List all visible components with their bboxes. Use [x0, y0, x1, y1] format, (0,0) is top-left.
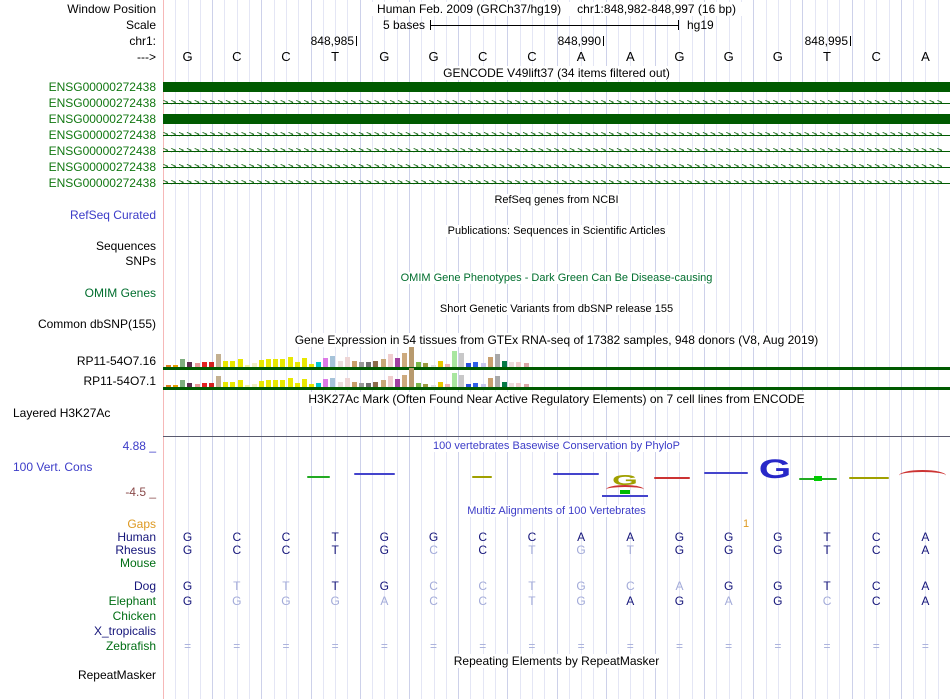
alignment-base: = — [675, 639, 683, 653]
sequence-base: T — [823, 49, 831, 64]
sequence-base: C — [281, 49, 291, 64]
conservation-green-dot — [620, 490, 630, 494]
gtex-tissue-bar — [316, 383, 321, 387]
conservation-title — [163, 439, 950, 453]
gencode-gene-label[interactable]: ENSG00000272438 — [48, 96, 156, 110]
alignment-base: G — [576, 543, 586, 557]
window-position-label: Window Position — [67, 2, 156, 16]
coordinate-tick — [850, 36, 851, 46]
alignment-base: C — [871, 594, 881, 608]
alignment-base: = — [380, 639, 388, 653]
gtex-tissue-bar — [180, 380, 185, 387]
sequence-base: A — [625, 49, 635, 64]
gtex-tissue-bar — [195, 384, 200, 387]
alignment-base: C — [281, 530, 291, 544]
conservation-min-label: -4.5 _ — [125, 485, 156, 499]
alignment-base: G — [674, 543, 685, 557]
conservation-letter-olive: G — [612, 472, 638, 489]
alignment-base: = — [872, 639, 880, 653]
gencode-gene-row[interactable] — [163, 161, 950, 173]
species-label-chicken[interactable]: Chicken — [112, 609, 156, 623]
alignment-base: C — [625, 579, 635, 593]
publications-title — [163, 224, 950, 238]
conservation-dash — [472, 476, 492, 478]
conservation-title-text: 100 vertebrates Basewise Conservation by PhyloP — [430, 440, 683, 452]
sequence-base: A — [576, 49, 586, 64]
gtex-tissue-bar — [273, 380, 278, 387]
alignment-base: G — [281, 594, 291, 608]
multiz-title-text: Multiz Alignments of 100 Vertebrates — [464, 505, 649, 517]
alignment-base: G — [379, 543, 390, 557]
alignment-base: G — [182, 579, 193, 593]
dbsnp-title — [163, 302, 950, 316]
conservation-letter-g: G — [758, 454, 792, 484]
alignment-row-elephant[interactable] — [163, 594, 950, 608]
gtex-tissue-bar — [373, 382, 378, 387]
alignment-base: A — [921, 579, 930, 593]
alignment-base: C — [478, 543, 488, 557]
alignment-base: = — [430, 639, 438, 653]
gtex-tissue-bar — [216, 376, 221, 387]
gene-direction-arrows: >>>>>>>>>>>>>>>>>>>>>>>>>>>>>>>>>>>>>>>>>>>>>>>>>>>>>>>>>>>>>>>>>>>>>>>>>>>>>>>>>>>>>>>>>>>>>>>>>>>> — [163, 162, 945, 172]
gtex-tissue-bar — [330, 378, 335, 387]
gencode-gene-label[interactable]: ENSG00000272438 — [48, 144, 156, 158]
alignment-base: C — [478, 530, 488, 544]
alignment-base: A — [921, 543, 930, 557]
alignment-base: C — [429, 579, 438, 593]
gtex-tissue-bar — [352, 382, 357, 387]
h3k27ac-track-label[interactable]: Layered H3K27Ac — [13, 406, 111, 420]
alignment-base: = — [479, 639, 487, 653]
alignment-base: C — [429, 543, 438, 557]
alignment-base: C — [232, 530, 242, 544]
species-label-human[interactable]: Human — [117, 530, 156, 544]
gtex-tissue-bar — [288, 378, 293, 387]
gene-exon-bar — [163, 82, 950, 92]
alignment-base: G — [773, 594, 783, 608]
assembly-name: Human Feb. 2009 (GRCh37/hg19) — [374, 2, 564, 16]
species-label-mouse[interactable]: Mouse — [119, 556, 156, 570]
scale-ruler-tick-left — [430, 20, 431, 30]
gaps-row-label[interactable]: Gaps — [127, 517, 156, 531]
sequence-base: G — [772, 49, 783, 64]
alignment-base: T — [528, 543, 536, 557]
alignment-base: G — [330, 594, 340, 608]
alignment-base: G — [182, 530, 193, 544]
gencode-title-text: GENCODE V49lift37 (34 items filtered out) — [440, 66, 673, 80]
gtex-tissue-bar — [516, 383, 521, 387]
gtex-tissue-bar — [302, 379, 307, 387]
conservation-blue-underline — [602, 495, 648, 497]
gene-direction-arrows: >>>>>>>>>>>>>>>>>>>>>>>>>>>>>>>>>>>>>>>>>>>>>>>>>>>>>>>>>>>>>>>>>>>>>>>>>>>>>>>>>>>>>>>>>>>>>>>>>>>> — [163, 146, 945, 156]
alignment-base: A — [380, 594, 389, 608]
sequence-base: C — [232, 49, 242, 64]
alignment-base: A — [577, 530, 586, 544]
omim-title-text: OMIM Gene Phenotypes - Dark Green Can Be Disease-causing — [398, 272, 716, 284]
alignment-base: G — [723, 543, 734, 557]
gencode-gene-label[interactable]: ENSG00000272438 — [48, 112, 156, 126]
alignment-base: = — [774, 639, 782, 653]
species-label-rhesus[interactable]: Rhesus — [115, 543, 156, 557]
alignment-base: C — [871, 579, 881, 593]
snps-track-label[interactable]: SNPs — [125, 254, 156, 268]
coordinate-label: 848,990 — [557, 34, 601, 48]
omim-track-label[interactable]: OMIM Genes — [84, 286, 156, 300]
alignment-base: A — [675, 579, 684, 593]
species-label-x_tropicalis[interactable]: X_tropicalis — [93, 624, 156, 638]
gencode-gene-row[interactable] — [163, 81, 950, 93]
alignment-base: = — [282, 639, 290, 653]
omim-title — [163, 271, 950, 285]
refseq-title — [163, 193, 950, 207]
gtex-tissue-bar — [366, 383, 371, 387]
sequence-base: A — [921, 49, 930, 64]
gtex-tissue-bar — [230, 382, 235, 387]
alignment-row-chicken[interactable] — [163, 609, 950, 623]
gtex-title-text: Gene Expression in 54 tissues from GTEx RNA-seq of 17382 samples, 948 donors (V8, Aug 2019) — [292, 333, 822, 347]
gencode-gene-row[interactable] — [163, 97, 950, 109]
assembly-position-line — [163, 2, 950, 16]
gtex-tissue-bar — [524, 384, 529, 387]
gene-direction-arrows: >>>>>>>>>>>>>>>>>>>>>>>>>>>>>>>>>>>>>>>>>>>>>>>>>>>>>>>>>>>>>>>>>>>>>>>>>>>>>>>>>>>>>>>>>>>>>>>>>>>> — [163, 178, 945, 188]
coordinate-tick — [356, 36, 357, 46]
gtex-tissue-bar — [202, 383, 207, 387]
coordinate-label: 848,995 — [804, 34, 848, 48]
repeatmasker-title-text: Repeating Elements by RepeatMasker — [451, 654, 662, 668]
gtex-tissue-bar — [509, 383, 514, 387]
gtex-tissue-bar — [166, 385, 171, 387]
gtex-tissue-bar — [338, 382, 343, 387]
gtex-tissue-bar — [473, 383, 478, 387]
gtex-tissue-bar — [259, 381, 264, 387]
alignment-base: = — [233, 639, 241, 653]
alignment-base: A — [626, 530, 635, 544]
alignment-base: C — [527, 530, 537, 544]
sequences-track-label[interactable]: Sequences — [95, 239, 156, 253]
chrom-label: chr1: — [129, 34, 156, 48]
coordinate-label: 848,985 — [310, 34, 354, 48]
gtex-tissue-bar — [345, 378, 350, 387]
alignment-row-zebrafish[interactable] — [163, 639, 950, 653]
h3k27ac-title-text: H3K27Ac Mark (Often Found Near Active Regulatory Elements) on 7 cell lines from ENCODE — [305, 392, 807, 406]
gene-exon-bar — [163, 114, 950, 124]
gtex-tissue-bar — [502, 382, 507, 387]
conservation-track-label[interactable]: 100 Vert. Cons — [13, 460, 93, 474]
gtex-row1-label[interactable]: RP11-54O7.16 — [76, 354, 156, 368]
gtex-row2-graph[interactable] — [163, 363, 950, 391]
h3k27ac-track-baseline[interactable] — [163, 436, 950, 437]
sequence-base: G — [182, 49, 193, 64]
alignment-base: G — [379, 530, 390, 544]
alignment-base: = — [626, 639, 634, 653]
alignment-base: G — [182, 543, 193, 557]
conservation-dash — [849, 477, 889, 479]
scale-bases-label: 5 bases — [382, 18, 425, 32]
alignment-base: = — [921, 639, 929, 653]
alignment-base: G — [773, 530, 783, 544]
gencode-gene-row[interactable] — [163, 129, 950, 141]
gtex-tissue-bar — [409, 368, 414, 387]
alignment-base: C — [232, 543, 242, 557]
alignment-gap-mark: 1 — [742, 518, 750, 530]
alignment-base: T — [331, 530, 339, 544]
alignment-base: T — [823, 530, 831, 544]
alignment-base: C — [822, 594, 832, 608]
gtex-tissue-bar — [466, 384, 471, 387]
assembly-tag: hg19 — [687, 18, 714, 32]
gtex-tissue-bar — [209, 383, 214, 387]
conservation-dash — [307, 476, 330, 478]
sequence-base: G — [379, 49, 390, 64]
gencode-gene-row[interactable] — [163, 113, 950, 125]
gtex-tissue-bar — [388, 376, 393, 387]
alignment-base: T — [823, 543, 831, 557]
gtex-baseline — [163, 387, 950, 390]
gencode-gene-label[interactable]: ENSG00000272438 — [48, 80, 156, 94]
repeatmasker-title — [163, 654, 950, 668]
gtex-tissue-bar — [488, 378, 493, 387]
refseq-track-label[interactable]: RefSeq Curated — [69, 208, 156, 222]
alignment-base: G — [674, 594, 685, 608]
gtex-title — [163, 333, 950, 347]
gtex-tissue-bar — [245, 385, 250, 387]
species-label-zebrafish[interactable]: Zebrafish — [105, 639, 156, 653]
alignment-row-mouse[interactable] — [163, 556, 950, 570]
alignment-base: C — [281, 543, 291, 557]
gtex-tissue-bar — [309, 384, 314, 387]
gtex-tissue-bar — [438, 382, 443, 387]
gencode-gene-row[interactable] — [163, 177, 950, 189]
conservation-dot — [814, 476, 822, 481]
gtex-tissue-bar — [431, 385, 436, 387]
gencode-title — [163, 66, 950, 80]
alignment-base: = — [577, 639, 585, 653]
window-position-value: chr1:848,982-848,997 (16 bp) — [574, 2, 739, 16]
alignment-base: G — [576, 594, 586, 608]
gencode-gene-label[interactable]: ENSG00000272438 — [48, 160, 156, 174]
alignment-base: T — [528, 579, 536, 593]
dbsnp-title-text: Short Genetic Variants from dbSNP release 155 — [437, 303, 676, 315]
sequence-base: T — [331, 49, 340, 64]
dbsnp-track-label[interactable]: Common dbSNP(155) — [37, 317, 156, 331]
gtex-tissue-bar — [223, 382, 228, 387]
gene-direction-arrows: >>>>>>>>>>>>>>>>>>>>>>>>>>>>>>>>>>>>>>>>>>>>>>>>>>>>>>>>>>>>>>>>>>>>>>>>>>>>>>>>>>>>>>>>>>>>>>>>>>>> — [163, 98, 945, 108]
gtex-tissue-bar — [495, 376, 500, 387]
alignment-base: A — [921, 594, 930, 608]
conservation-dash — [654, 477, 690, 479]
alignment-base: C — [871, 543, 881, 557]
alignment-base: = — [725, 639, 733, 653]
gtex-tissue-bar — [402, 375, 407, 387]
alignment-base: T — [282, 579, 290, 593]
gtex-tissue-bar — [280, 380, 285, 387]
sequence-base: G — [723, 49, 734, 64]
alignment-base: T — [528, 594, 536, 608]
gtex-tissue-bar — [359, 383, 364, 387]
h3k27ac-title — [163, 392, 950, 406]
gtex-tissue-bar — [252, 384, 257, 387]
alignment-base: = — [823, 639, 831, 653]
conservation-dash — [354, 473, 395, 475]
alignment-base: T — [823, 579, 831, 593]
scale-ruler-tick-right — [678, 20, 679, 30]
gtex-tissue-bar — [187, 383, 192, 387]
gtex-tissue-bar — [395, 379, 400, 387]
refseq-title-text: RefSeq genes from NCBI — [491, 194, 621, 206]
alignment-base: C — [871, 530, 881, 544]
conservation-max-label: 4.88 _ — [122, 439, 156, 453]
gtex-tissue-bar — [423, 384, 428, 387]
conservation-arc — [899, 470, 946, 481]
gtex-row2-label[interactable]: RP11-54O7.1 — [83, 374, 156, 388]
coordinate-tick — [603, 36, 604, 46]
alignment-base: A — [724, 594, 733, 608]
alignment-base: G — [674, 530, 685, 544]
sequence-base: C — [527, 49, 537, 64]
alignment-base: A — [921, 530, 930, 544]
alignment-base: G — [773, 579, 783, 593]
repeatmasker-track-label[interactable]: RepeatMasker — [77, 668, 156, 682]
alignment-base: A — [626, 594, 635, 608]
alignment-base: C — [478, 594, 488, 608]
gene-direction-arrows: >>>>>>>>>>>>>>>>>>>>>>>>>>>>>>>>>>>>>>>>>>>>>>>>>>>>>>>>>>>>>>>>>>>>>>>>>>>>>>>>>>>>>>>>>>>>>>>>>>>> — [163, 130, 945, 140]
sequence-base: G — [428, 49, 439, 64]
alignment-base: C — [429, 594, 438, 608]
publications-title-text: Publications: Sequences in Scientific Articles — [445, 225, 669, 237]
gtex-tissue-bar — [295, 383, 300, 387]
gtex-tissue-bar — [452, 373, 457, 387]
alignment-base: = — [528, 639, 536, 653]
alignment-row-dog[interactable] — [163, 579, 950, 593]
gtex-tissue-bar — [459, 375, 464, 387]
gtex-tissue-bar — [323, 379, 328, 387]
alignment-base: C — [478, 579, 488, 593]
gtex-tissue-bar — [445, 384, 450, 387]
alignment-row-human[interactable] — [163, 530, 950, 544]
gencode-gene-label[interactable]: ENSG00000272438 — [48, 128, 156, 142]
sequence-base: G — [674, 49, 685, 64]
species-label-dog[interactable]: Dog — [133, 579, 156, 593]
alignment-base: G — [773, 543, 783, 557]
alignment-base: = — [331, 639, 339, 653]
alignment-row-rhesus[interactable] — [163, 543, 950, 557]
alignment-base: G — [723, 579, 734, 593]
gtex-tissue-bar — [381, 380, 386, 387]
alignment-base: T — [331, 543, 339, 557]
gtex-tissue-bar — [238, 380, 243, 387]
gtex-tissue-bar — [173, 385, 178, 387]
strand-label: ---> — [137, 50, 156, 64]
gtex-tissue-bar — [266, 380, 271, 387]
alignment-base: T — [331, 579, 339, 593]
multiz-title — [163, 504, 950, 518]
alignment-row-x_tropicalis[interactable] — [163, 624, 950, 638]
alignment-base: G — [379, 579, 390, 593]
species-label-elephant[interactable]: Elephant — [108, 594, 156, 608]
sequence-base: C — [478, 49, 488, 64]
alignment-base: G — [576, 579, 586, 593]
sequence-base: C — [871, 49, 881, 64]
gtex-tissue-bar — [416, 383, 421, 387]
alignment-base: G — [182, 594, 193, 608]
scale-ruler-line — [430, 25, 678, 26]
alignment-base: T — [233, 579, 241, 593]
alignment-base: G — [723, 530, 734, 544]
alignment-base: G — [428, 530, 439, 544]
alignment-base: G — [232, 594, 242, 608]
gencode-gene-row[interactable] — [163, 145, 950, 157]
gencode-gene-label[interactable]: ENSG00000272438 — [48, 176, 156, 190]
alignment-base: T — [626, 543, 634, 557]
alignment-base: = — [184, 639, 192, 653]
scale-row-label: Scale — [125, 18, 156, 32]
gtex-tissue-bar — [481, 384, 486, 387]
